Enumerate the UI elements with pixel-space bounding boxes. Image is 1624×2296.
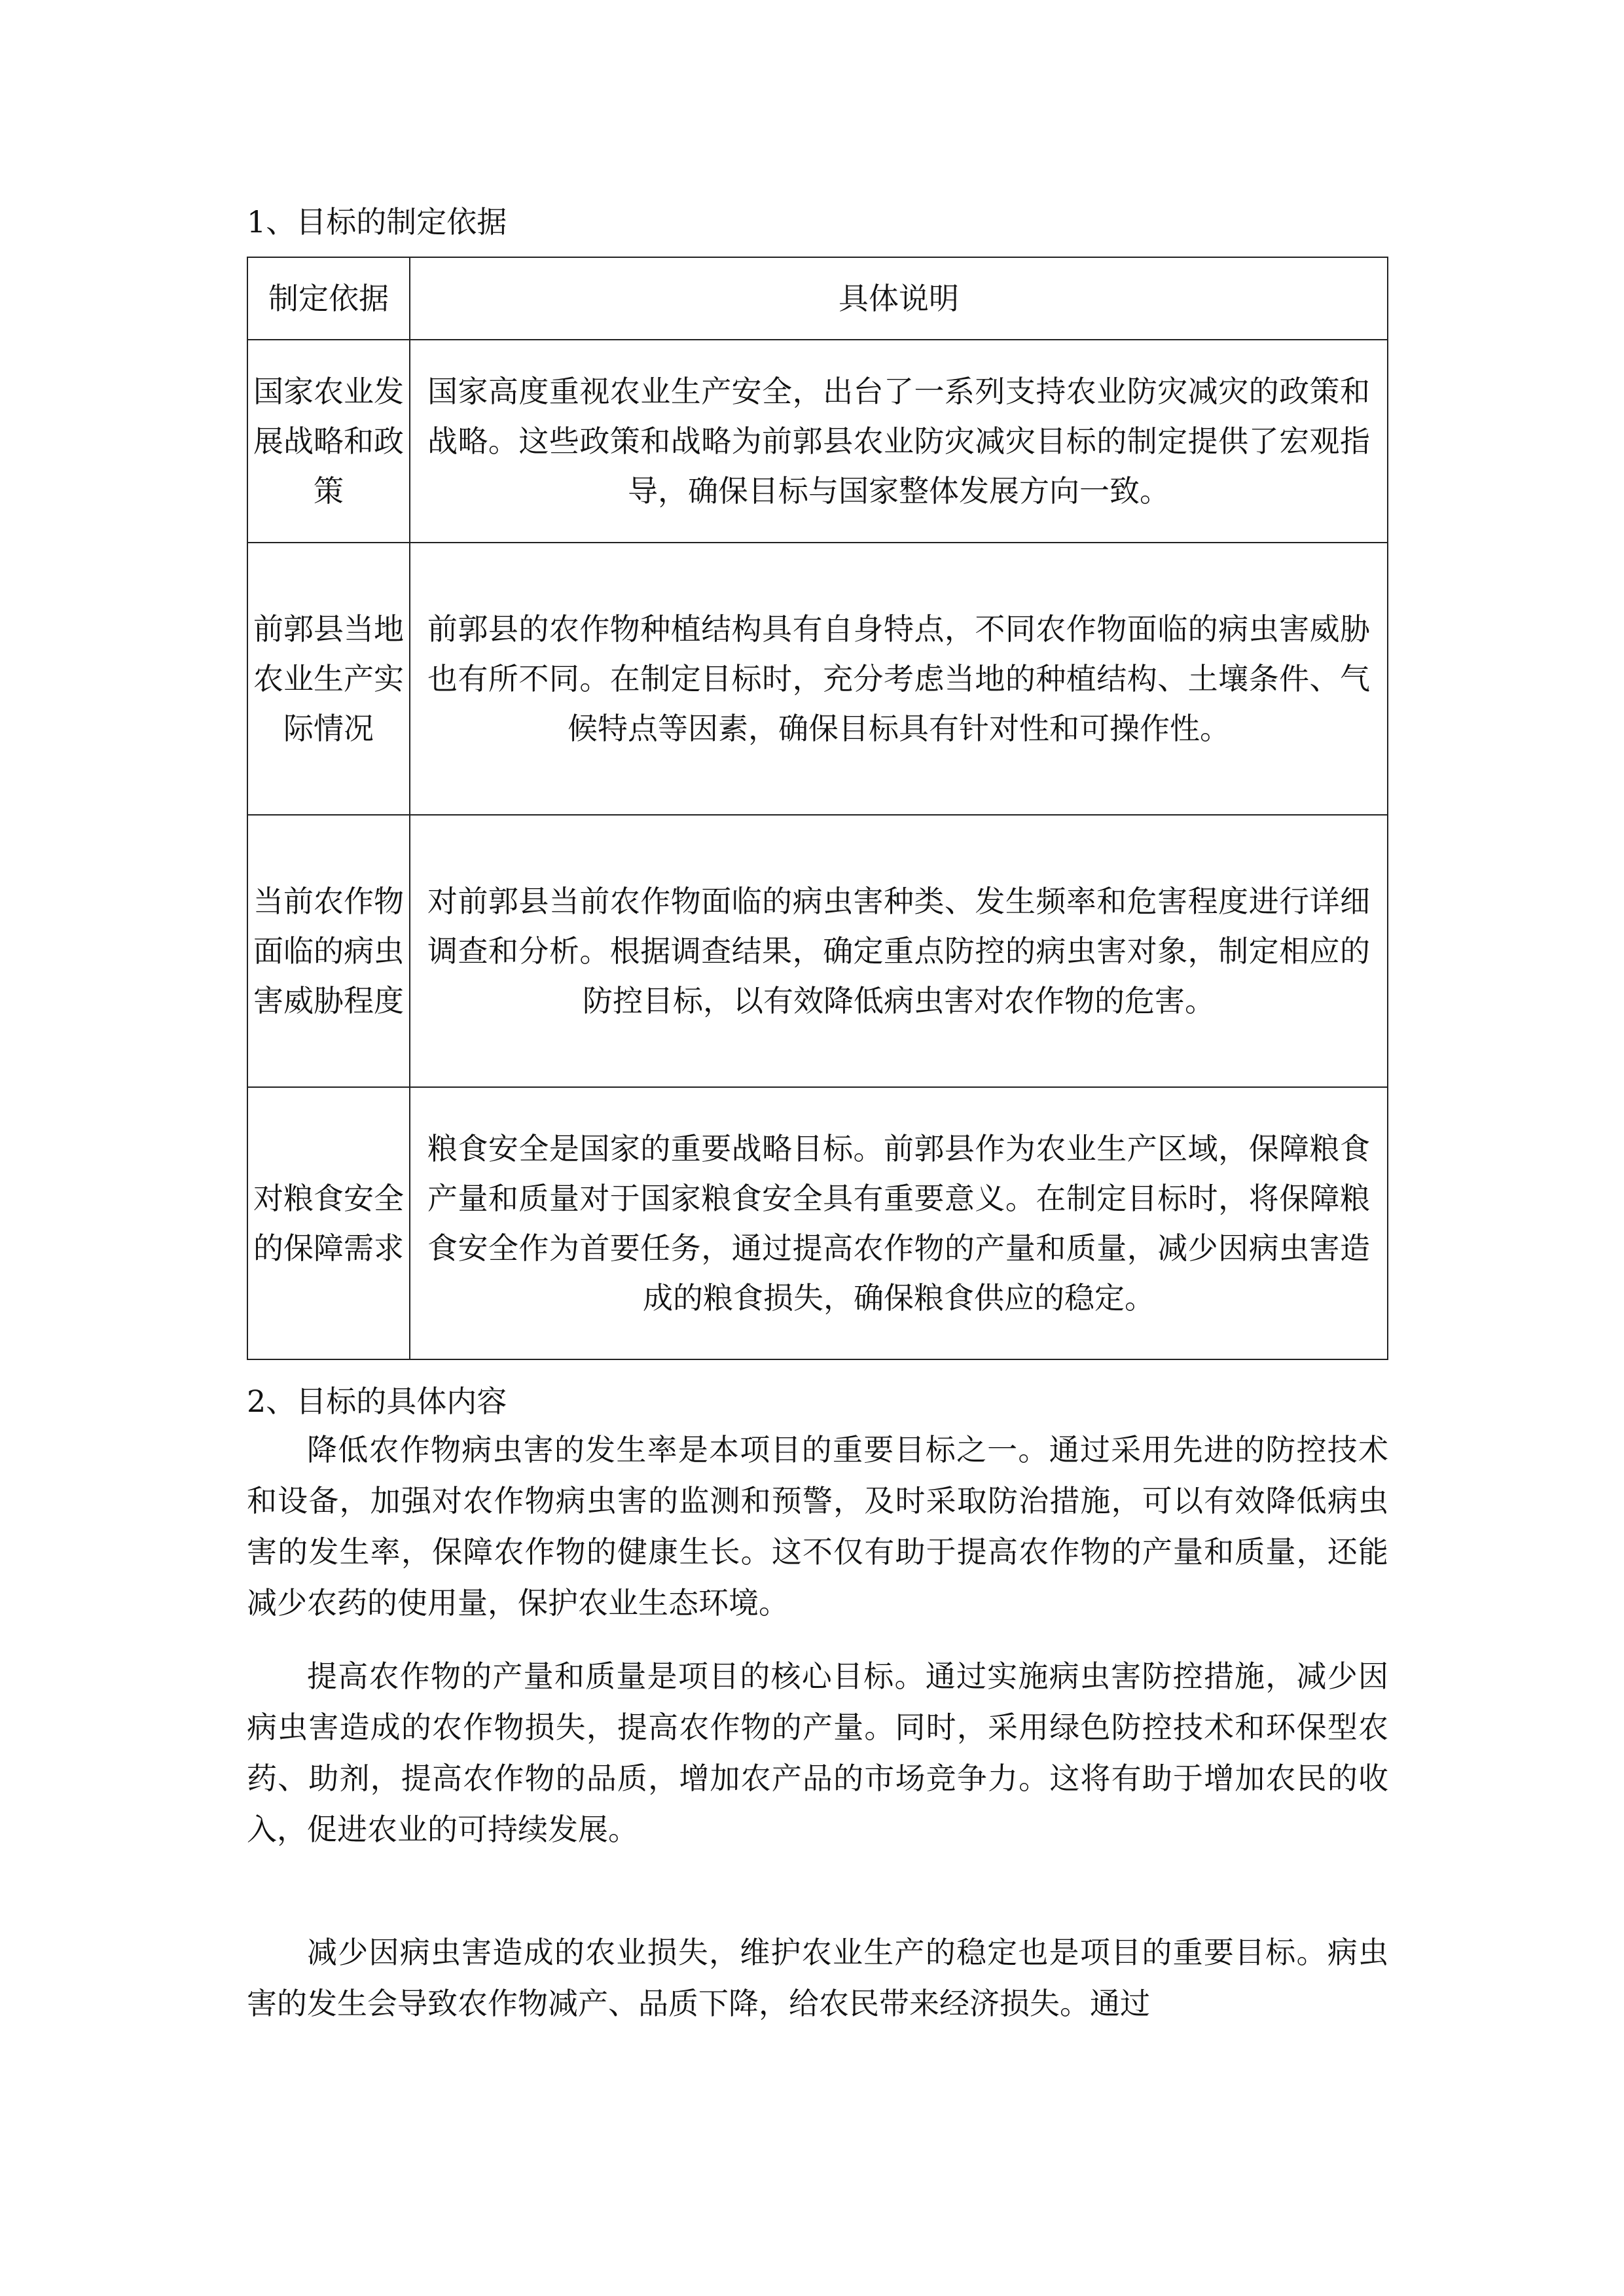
- table-row: [247, 1087, 1388, 1359]
- row-basis-cell: 对粮食安全的保障需求: [247, 1087, 410, 1359]
- row-description-cell: 国家高度重视农业生产安全，出台了一系列支持农业防灾减灾的政策和战略。这些政策和战略为前郭县农业防灾减灾目标的制定提供了宏观指导，确保目标与国家整体发展方向一致。: [410, 340, 1388, 543]
- row-basis-cell: 国家农业发展战略和政策: [247, 340, 410, 543]
- section-1-heading: 1、目标的制定依据: [247, 204, 507, 240]
- body-paragraph: 减少因病虫害造成的农业损失，维护农业生产的稳定也是项目的重要目标。病虫害的发生会导致农作物减产、品质下降，给农民带来经济损失。通过: [247, 1935, 1388, 2021]
- table-row: [247, 340, 1388, 543]
- table-row: [247, 543, 1388, 815]
- row-basis-cell: 当前农作物面临的病虫害威胁程度: [247, 815, 410, 1087]
- header-basis: 制定依据: [247, 257, 410, 340]
- row-description-cell: 粮食安全是国家的重要战略目标。前郭县作为农业生产区域，保障粮食产量和质量对于国家粮食安全具有重要意义。在制定目标时，将保障粮食安全作为首要任务，通过提高农作物的产量和质量，减少因病虫害造成的粮食损失，确保粮食供应的稳定。: [410, 1087, 1388, 1359]
- row-description-cell: 对前郭县当前农作物面临的病虫害种类、发生频率和危害程度进行详细调查和分析。根据调查结果，确定重点防控的病虫害对象，制定相应的防控目标，以有效降低病虫害对农作物的危害。: [410, 815, 1388, 1087]
- table-row: [247, 815, 1388, 1087]
- body-paragraph: 提高农作物的产量和质量是项目的核心目标。通过实施病虫害防控措施，减少因病虫害造成的农作物损失，提高农作物的产量。同时，采用绿色防控技术和环保型农药、助剂，提高农作物的品质，增加农产品的市场竞争力。这将有助于增加农民的收入，促进农业的可持续发展。: [247, 1659, 1388, 1847]
- row-description-cell: 前郭县的农作物种植结构具有自身特点，不同农作物面临的病虫害威胁也有所不同。在制定目标时，充分考虑当地的种植结构、土壤条件、气候特点等因素，确保目标具有针对性和可操作性。: [410, 543, 1388, 815]
- header-description: 具体说明: [410, 257, 1388, 340]
- basis-table: [247, 257, 1388, 1360]
- section-2-heading: 2、目标的具体内容: [247, 1384, 507, 1419]
- table-header-row: [247, 257, 1388, 340]
- row-basis-cell: 前郭县当地农业生产实际情况: [247, 543, 410, 815]
- body-paragraph: 降低农作物病虫害的发生率是本项目的重要目标之一。通过采用先进的防控技术和设备，加强对农作物病虫害的监测和预警，及时采取防治措施，可以有效降低病虫害的发生率，保障农作物的健康生长。这不仅有助于提高农作物的产量和质量，还能减少农药的使用量，保护农业生态环境。: [247, 1432, 1388, 1621]
